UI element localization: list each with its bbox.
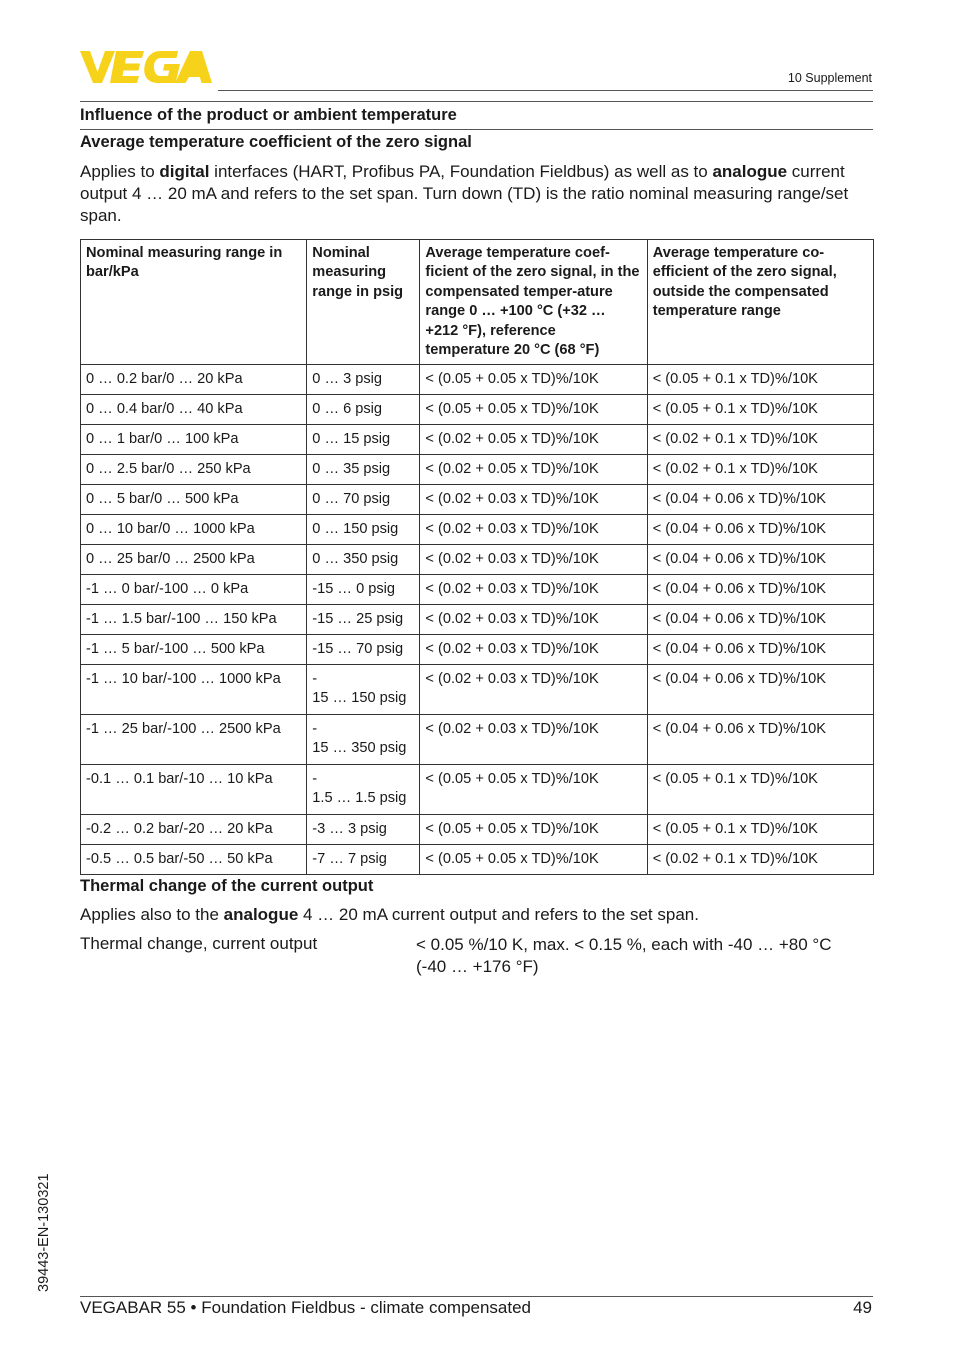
table-cell: < (0.05 + 0.1 x TD)%/10K — [647, 395, 873, 425]
vega-logo-graphic — [80, 50, 212, 84]
heading-influence: Influence of the product or ambient temperature — [80, 106, 457, 124]
table-cell: < (0.02 + 0.03 x TD)%/10K — [420, 545, 647, 575]
table-cell: -0.2 … 0.2 bar/-20 … 20 kPa — [81, 815, 307, 845]
col-header-coef-inside: Average temperature coef-ficient of the zero signal, in the compensated temper-ature range 0 … +100 °C (+32 … +212 °F), reference temperature 20 °C (68 °F) — [420, 240, 647, 365]
table-cell: -1 … 0 bar/-100 … 0 kPa — [81, 575, 307, 605]
table-cell: 0 … 70 psig — [307, 485, 420, 515]
table-cell: < (0.02 + 0.03 x TD)%/10K — [420, 635, 647, 665]
table-cell: 0 … 2.5 bar/0 … 250 kPa — [81, 455, 307, 485]
table-cell: 0 … 35 psig — [307, 455, 420, 485]
table-cell: 0 … 3 psig — [307, 365, 420, 395]
table-cell: 0 … 350 psig — [307, 545, 420, 575]
thermal-paragraph: Applies also to the analogue 4 … 20 mA current output and refers to the set span. — [80, 905, 699, 924]
document-number: 39443-EN-130321 — [36, 1173, 52, 1292]
table-cell: -15 … 25 psig — [307, 605, 420, 635]
table-cell: < (0.02 + 0.1 x TD)%/10K — [647, 455, 873, 485]
col-header-coef-outside: Average temperature co-efficient of the zero signal, outside the compensated temperature range — [647, 240, 873, 365]
table-cell: 0 … 5 bar/0 … 500 kPa — [81, 485, 307, 515]
table-cell: < (0.05 + 0.05 x TD)%/10K — [420, 395, 647, 425]
table-cell: < (0.04 + 0.06 x TD)%/10K — [647, 575, 873, 605]
table-cell: < (0.04 + 0.06 x TD)%/10K — [647, 545, 873, 575]
table-row — [81, 635, 874, 665]
heading-thermal: Thermal change of the current output — [80, 877, 374, 895]
table-cell: 0 … 1 bar/0 … 100 kPa — [81, 425, 307, 455]
table-cell: < (0.04 + 0.06 x TD)%/10K — [647, 635, 873, 665]
table-row — [81, 455, 874, 485]
page-number: 49 — [853, 1298, 872, 1317]
table-cell: < (0.02 + 0.03 x TD)%/10K — [420, 715, 647, 765]
table-cell: < (0.02 + 0.03 x TD)%/10K — [420, 515, 647, 545]
table-cell: < (0.02 + 0.03 x TD)%/10K — [420, 605, 647, 635]
vega-logo — [80, 50, 212, 84]
section-label: 10 Supplement — [787, 71, 872, 85]
temperature-coefficient-table — [80, 239, 874, 875]
table-cell: < (0.04 + 0.06 x TD)%/10K — [647, 485, 873, 515]
col-header-range-bar: Nominal measuring range in bar/kPa — [81, 240, 307, 365]
table-cell: 0 … 150 psig — [307, 515, 420, 545]
table-cell: < (0.05 + 0.05 x TD)%/10K — [420, 365, 647, 395]
table-row — [81, 845, 874, 875]
table-cell: < (0.02 + 0.05 x TD)%/10K — [420, 455, 647, 485]
table-cell: 0 … 6 psig — [307, 395, 420, 425]
table-cell: 0 … 15 psig — [307, 425, 420, 455]
table-cell: - 15 … 150 psig — [307, 665, 420, 715]
spec-label: Thermal change, current output — [80, 934, 318, 953]
table-cell: -15 … 70 psig — [307, 635, 420, 665]
heading-zero-signal: Average temperature coefficient of the zero signal — [80, 133, 472, 151]
table-cell: -3 … 3 psig — [307, 815, 420, 845]
table-row — [81, 765, 874, 815]
table-row — [81, 575, 874, 605]
table-cell: < (0.02 + 0.1 x TD)%/10K — [647, 425, 873, 455]
divider-2 — [80, 129, 873, 130]
table-row — [81, 665, 874, 715]
table-cell: < (0.05 + 0.1 x TD)%/10K — [647, 365, 873, 395]
intro-paragraph: Applies to digital interfaces (HART, Profibus PA, Foundation Fieldbus) as well as to analogue current output 4 … 20 mA and refers to the set span. Turn down (TD) is the ratio nominal measuring range/set span. — [80, 162, 849, 225]
footer-title: VEGABAR 55 • Foundation Fieldbus - climate compensated — [80, 1298, 532, 1317]
table-cell: 0 … 10 bar/0 … 1000 kPa — [81, 515, 307, 545]
table-cell: -15 … 0 psig — [307, 575, 420, 605]
table-cell: < (0.05 + 0.1 x TD)%/10K — [647, 815, 873, 845]
table-cell: < (0.02 + 0.03 x TD)%/10K — [420, 485, 647, 515]
table-cell: 0 … 0.2 bar/0 … 20 kPa — [81, 365, 307, 395]
header-divider — [218, 90, 873, 91]
table-row — [81, 545, 874, 575]
table-cell: < (0.04 + 0.06 x TD)%/10K — [647, 715, 873, 765]
table-cell: -0.1 … 0.1 bar/-10 … 10 kPa — [81, 765, 307, 815]
footer-divider — [80, 1296, 873, 1297]
table-row — [81, 815, 874, 845]
table-cell: < (0.05 + 0.05 x TD)%/10K — [420, 845, 647, 875]
table-cell: -1 … 5 bar/-100 … 500 kPa — [81, 635, 307, 665]
table-cell: < (0.05 + 0.1 x TD)%/10K — [647, 765, 873, 815]
table-cell: < (0.02 + 0.05 x TD)%/10K — [420, 425, 647, 455]
table-cell: 0 … 25 bar/0 … 2500 kPa — [81, 545, 307, 575]
table-cell: < (0.05 + 0.05 x TD)%/10K — [420, 765, 647, 815]
table-cell: -7 … 7 psig — [307, 845, 420, 875]
table-header-row — [81, 240, 874, 365]
table-cell: 0 … 0.4 bar/0 … 40 kPa — [81, 395, 307, 425]
table-cell: -0.5 … 0.5 bar/-50 … 50 kPa — [81, 845, 307, 875]
table-cell: -1 … 10 bar/-100 … 1000 kPa — [81, 665, 307, 715]
table-row — [81, 485, 874, 515]
table-cell: - 15 … 350 psig — [307, 715, 420, 765]
table-cell: < (0.04 + 0.06 x TD)%/10K — [647, 605, 873, 635]
table-cell: < (0.02 + 0.03 x TD)%/10K — [420, 665, 647, 715]
table-body — [81, 365, 874, 875]
table-row — [81, 715, 874, 765]
table-cell: - 1.5 … 1.5 psig — [307, 765, 420, 815]
table-cell: < (0.05 + 0.05 x TD)%/10K — [420, 815, 647, 845]
table-cell: < (0.02 + 0.1 x TD)%/10K — [647, 845, 873, 875]
col-header-range-psig: Nominal measuring range in psig — [307, 240, 420, 365]
table-row — [81, 515, 874, 545]
table-row — [81, 395, 874, 425]
table-cell: -1 … 25 bar/-100 … 2500 kPa — [81, 715, 307, 765]
spec-value: < 0.05 %/10 K, max. < 0.15 %, each with -40 … +80 °C (-40 … +176 °F) — [416, 935, 832, 976]
table-row — [81, 605, 874, 635]
table-cell: -1 … 1.5 bar/-100 … 150 kPa — [81, 605, 307, 635]
divider-1 — [80, 101, 873, 102]
table-row — [81, 425, 874, 455]
table-cell: < (0.04 + 0.06 x TD)%/10K — [647, 515, 873, 545]
table-row — [81, 365, 874, 395]
table-cell: < (0.04 + 0.06 x TD)%/10K — [647, 665, 873, 715]
table-cell: < (0.02 + 0.03 x TD)%/10K — [420, 575, 647, 605]
